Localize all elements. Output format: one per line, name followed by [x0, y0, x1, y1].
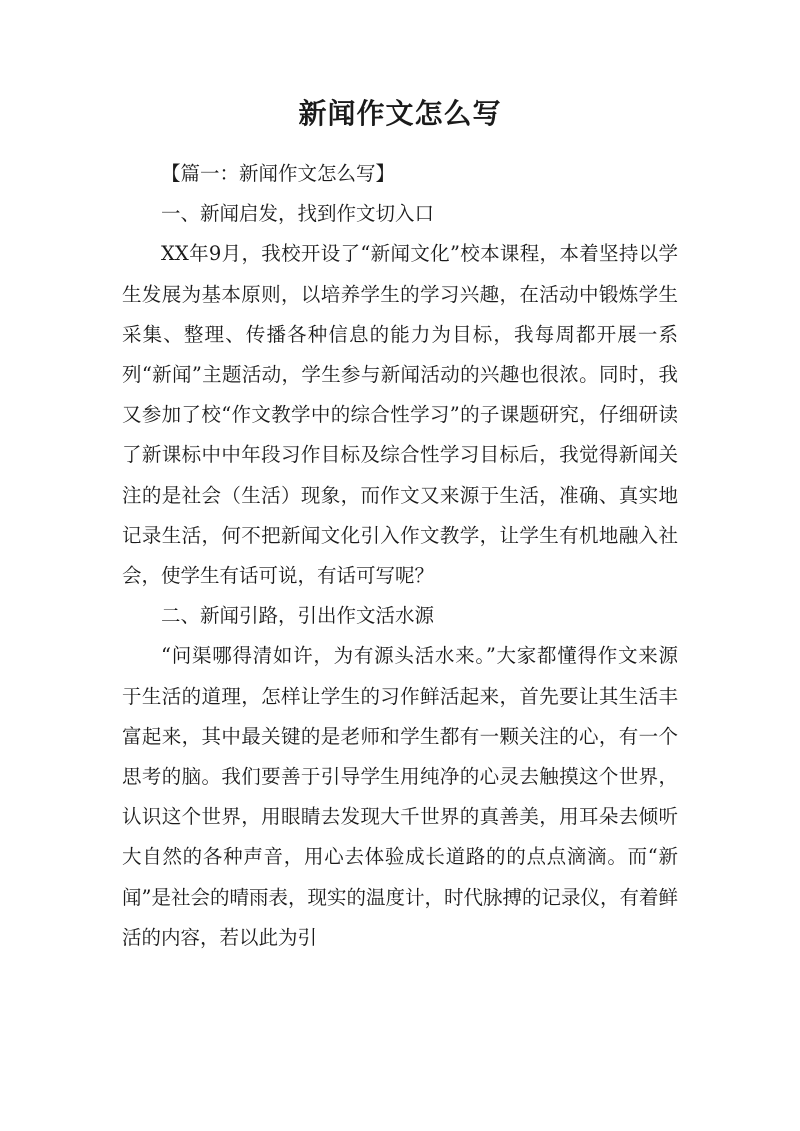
section-heading-1: 一、新闻启发，找到作文切入口 [161, 202, 435, 226]
document-body [122, 154, 678, 958]
body-paragraph-1: XX年9月，我校开设了“新闻文化”校本课程，本着坚持以学生发展为基本原则，以培养学生的学习兴趣，在活动中锻炼学生采集、整理、传播各种信息的能力为目标，我每周都开展一系列“新闻”主题活动，学生参与新闻活动的兴趣也很浓。同时，我又参加了校“作文教学中的综合性学习”的子课题研究，仔细研读了新课标中中年段习作目标及综合性学习目标后，我觉得新闻关注的是社会（生活）现象，而作文又来源于生活，准确、真实地记录生活，何不把新闻文化引入作文教学，让学生有机地融入社会，使学生有话可说，有话可写呢？ [122, 242, 678, 588]
document-title: 新闻作文怎么写 [298, 97, 502, 130]
body-paragraph-2: “问渠哪得清如许，为有源头活水来。”大家都懂得作文来源于生活的道理，怎样让学生的习作鲜活起来，首先要让其生活丰富起来，其中最关键的是老师和学生都有一颗关注的心，有一个思考的脑。我们要善于引导学生用纯净的心灵去触摸这个世界，认识这个世界，用眼睛去发现大千世界的真善美，用耳朵去倾听大自然的各种声音，用心去体验成长道路的的点点滴滴。而“新闻”是社会的晴雨表，现实的温度计，时代脉搏的记录仪，有着鲜活的内容，若以此为引 [122, 644, 678, 949]
section-label: 【篇一：新闻作文怎么写】 [161, 162, 396, 185]
section-heading-2: 二、新闻引路，引出作文活水源 [161, 604, 435, 628]
